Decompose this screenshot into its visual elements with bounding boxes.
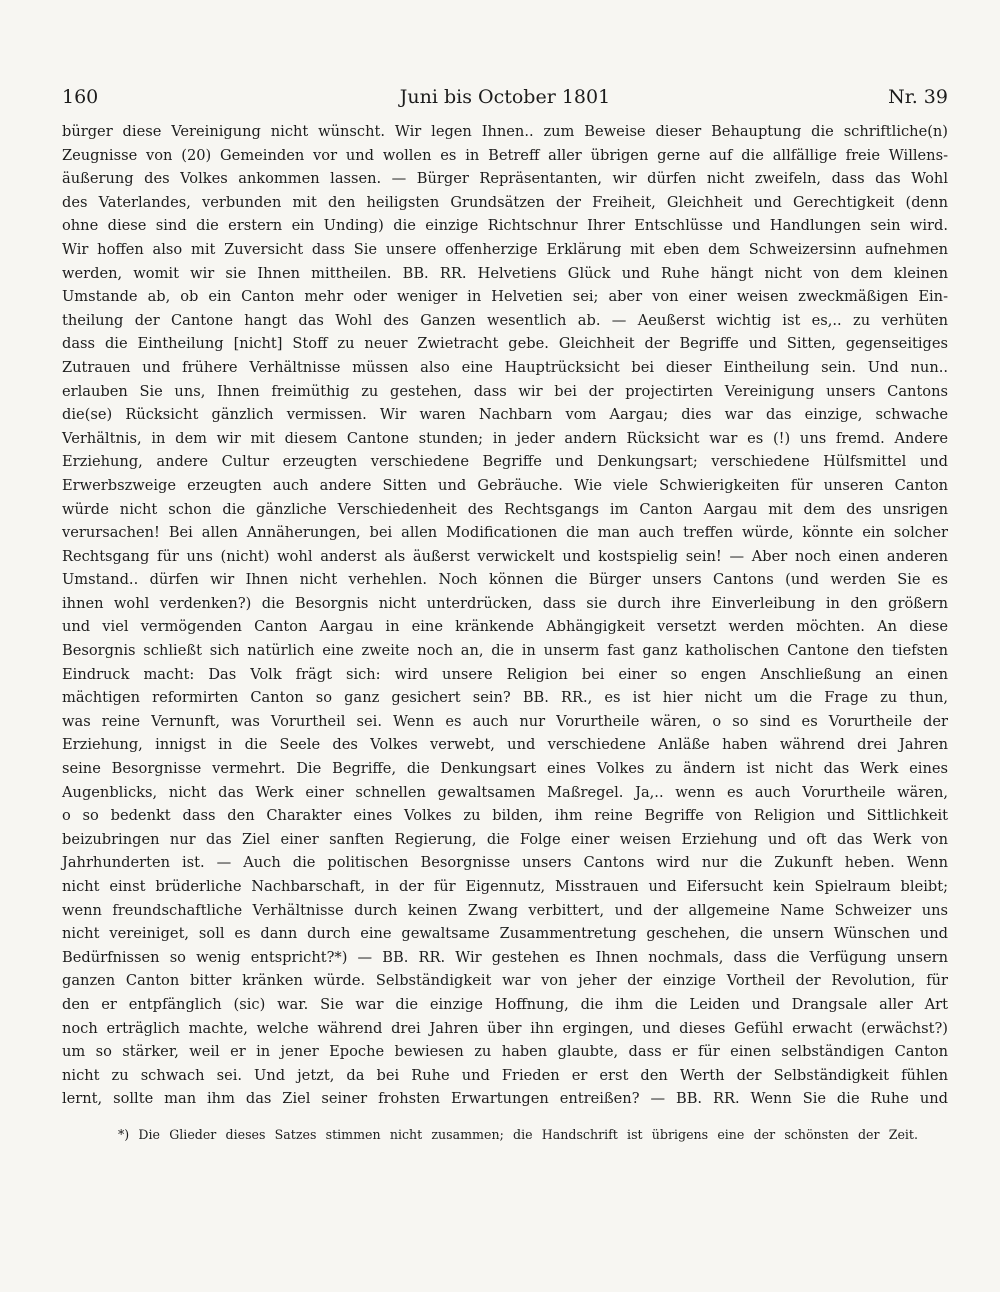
text-line: werden, womit wir sie Ihnen mittheilen. BB. RR. Helvetiens Glück und Ruhe hängt nicht von dem kleinen	[62, 264, 948, 282]
footnote: *) Die Glieder dieses Satzes stimmen nicht zusammen; die Handschrift ist übrigens eine der schönsten der Zeit.	[118, 1127, 918, 1142]
text-line: Erziehung, andere Cultur erzeugten verschiedene Begriffe und Denkungsart; verschiedene Hülfsmittel und	[62, 453, 948, 471]
text-line: Wir hoffen also mit Zuversicht dass Sie unsere offenherzige Erklärung mit eben dem Schweizersinn aufnehmen	[62, 240, 948, 258]
text-line: Eindruck macht: Das Volk frägt sich: wird unsere Religion bei einer so engen Anschließung an einen	[62, 665, 948, 683]
text-line: Jahrhunderten ist. — Auch die politischen Besorgnisse unsers Cantons wird nur die Zukunft heben. Wenn	[62, 854, 948, 872]
text-line: theilung der Cantone hangt das Wohl des Ganzen wesentlich ab. — Aeußerst wichtig ist es,.. zu verhüten	[62, 311, 948, 329]
document-number: Nr. 39	[888, 86, 948, 108]
text-line: noch erträglich machte, welche während drei Jahren über ihn ergingen, und dieses Gefühl erwacht (erwächst?)	[62, 1019, 948, 1037]
text-line: erlauben Sie uns, Ihnen freimüthig zu gestehen, dass wir bei der projectirten Vereinigung unsers Cantons	[62, 382, 948, 400]
text-line: ihnen wohl verdenken?) die Besorgnis nicht unterdrücken, dass sie durch ihre Einverleibung in den größern	[62, 594, 948, 612]
text-line: dass die Eintheilung [nicht] Stoff zu neuer Zwietracht gebe. Gleichheit der Begriffe und Sitten, gegenseitiges	[62, 335, 948, 353]
text-line: Umstande ab, ob ein Canton mehr oder weniger in Helvetien sei; aber von einer weisen zweckmäßigen Ein-	[62, 288, 948, 306]
text-line: Erziehung, innigst in die Seele des Volkes verwebt, und verschiedene Anläße haben während drei Jahren	[62, 736, 948, 754]
text-line: um so stärker, weil er in jener Epoche bewiesen zu haben glaubte, dass er für einen selbständigen Canton	[62, 1043, 948, 1061]
text-line: würde nicht schon die gänzliche Verschiedenheit des Rechtsgangs im Canton Aargau mit dem des unsrigen	[62, 500, 948, 518]
text-line: seine Besorgnisse vermehrt. Die Begriffe, die Denkungsart eines Volkes zu ändern ist nicht das Werk eines	[62, 760, 948, 778]
page-header	[62, 86, 948, 116]
text-line: wenn freundschaftliche Verhältnisse durch keinen Zwang verbittert, und der allgemeine Name Schweizer uns	[62, 901, 948, 919]
text-line: nicht einst brüderliche Nachbarschaft, in der für Eigennutz, Misstrauen und Eifersucht kein Spielraum bleibt;	[62, 878, 948, 895]
text-line: Rechtsgang für uns (nicht) wohl anderst als äußerst verwickelt und kostspielig sein! — Aber noch einen anderen	[62, 547, 948, 565]
text-line: Zutrauen und frühere Verhältnisse müssen also eine Hauptrücksicht bei dieser Eintheilung sein. Und nun..	[62, 358, 948, 376]
body-text	[62, 120, 948, 1111]
text-line: nicht vereiniget, soll es dann durch eine gewaltsame Zusammentretung geschehen, die unsern Wünschen und	[62, 925, 948, 943]
text-line: äußerung des Volkes ankommen lassen. — Bürger Repräsentanten, wir dürfen nicht zweifeln, dass das Wohl	[62, 170, 948, 188]
text-line: mächtigen reformirten Canton so ganz gesichert sein? BB. RR., es ist hier nicht um die Frage zu thun,	[62, 689, 948, 707]
text-line: o so bedenkt dass den Charakter eines Volkes zu bilden, ihm reine Begriffe von Religion und Sittlichkeit	[62, 807, 948, 825]
text-line: den er entpfänglich (sic) war. Sie war die einzige Hoffnung, die ihm die Leiden und Drangsale aller Art	[62, 995, 948, 1013]
text-line: bürger diese Vereinigung nicht wünscht. Wir legen Ihnen.. zum Beweise dieser Behauptung die schriftliche(n)	[62, 123, 948, 140]
text-line: Umstand.. dürfen wir Ihnen nicht verhehlen. Noch können die Bürger unsers Cantons (und werden Sie es	[62, 571, 948, 589]
running-title: Juni bis October 1801	[399, 86, 611, 108]
text-line: nicht zu schwach sei. Und jetzt, da bei Ruhe und Frieden er erst den Werth der Selbständigkeit fühlen	[62, 1066, 948, 1084]
text-line: ganzen Canton bitter kränken würde. Selbständigkeit war von jeher der einzige Vortheil der Revolution, für	[62, 972, 948, 990]
text-line: verursachen! Bei allen Annäherungen, bei allen Modificationen die man auch treffen würde, könnte ein solcher	[62, 524, 948, 542]
text-line: beizubringen nur das Ziel einer sanften Regierung, die Folge einer weisen Erziehung und oft das Werk von	[62, 830, 948, 848]
text-line: und viel vermögenden Canton Aargau in eine kränkende Abhängigkeit versetzt werden möchten. An diese	[62, 618, 948, 636]
text-line: Erwerbszweige erzeugten auch andere Sitten und Gebräuche. Wie viele Schwierigkeiten für unseren Canton	[62, 476, 948, 494]
text-line: Bedürfnissen so wenig entspricht?*) — BB. RR. Wir gestehen es Ihnen nochmals, dass die Verfügung unsern	[62, 948, 948, 966]
text-line: Besorgnis schließt sich natürlich eine zweite noch an, die in unserm fast ganz katholischen Cantone den tiefsten	[62, 642, 948, 660]
text-line: was reine Vernunft, was Vorurtheil sei. Wenn es auch nur Vorurtheile wären, o so sind es Vorurtheile der	[62, 712, 948, 730]
text-line: lernt, sollte man ihm das Ziel seiner frohsten Erwartungen entreißen? — BB. RR. Wenn Sie die Ruhe und	[62, 1090, 948, 1108]
text-line: Verhältnis, in dem wir mit diesem Cantone stunden; in jeder andern Rücksicht war es (!) uns fremd. Andere	[62, 429, 948, 447]
text-line: Augenblicks, nicht das Werk einer schnellen gewaltsamen Maßregel. Ja,.. wenn es auch Vorurtheile wären,	[62, 783, 948, 801]
text-line: die(se) Rücksicht gänzlich vermissen. Wir waren Nachbarn vom Aargau; dies war das einzige, schwache	[62, 406, 948, 424]
page-number: 160	[62, 86, 99, 108]
text-line: des Vaterlandes, verbunden mit den heiligsten Grundsätzen der Freiheit, Gleichheit und Gerechtigkeit (denn	[62, 193, 948, 211]
text-line: ohne diese sind die erstern ein Unding) die einzige Richtschnur Ihrer Entschlüsse und Handlungen sein wird.	[62, 217, 948, 235]
text-line: Zeugnisse von (20) Gemeinden vor und wollen es in Betreff aller übrigen gerne auf die allfällige freie Willens-	[62, 146, 948, 164]
